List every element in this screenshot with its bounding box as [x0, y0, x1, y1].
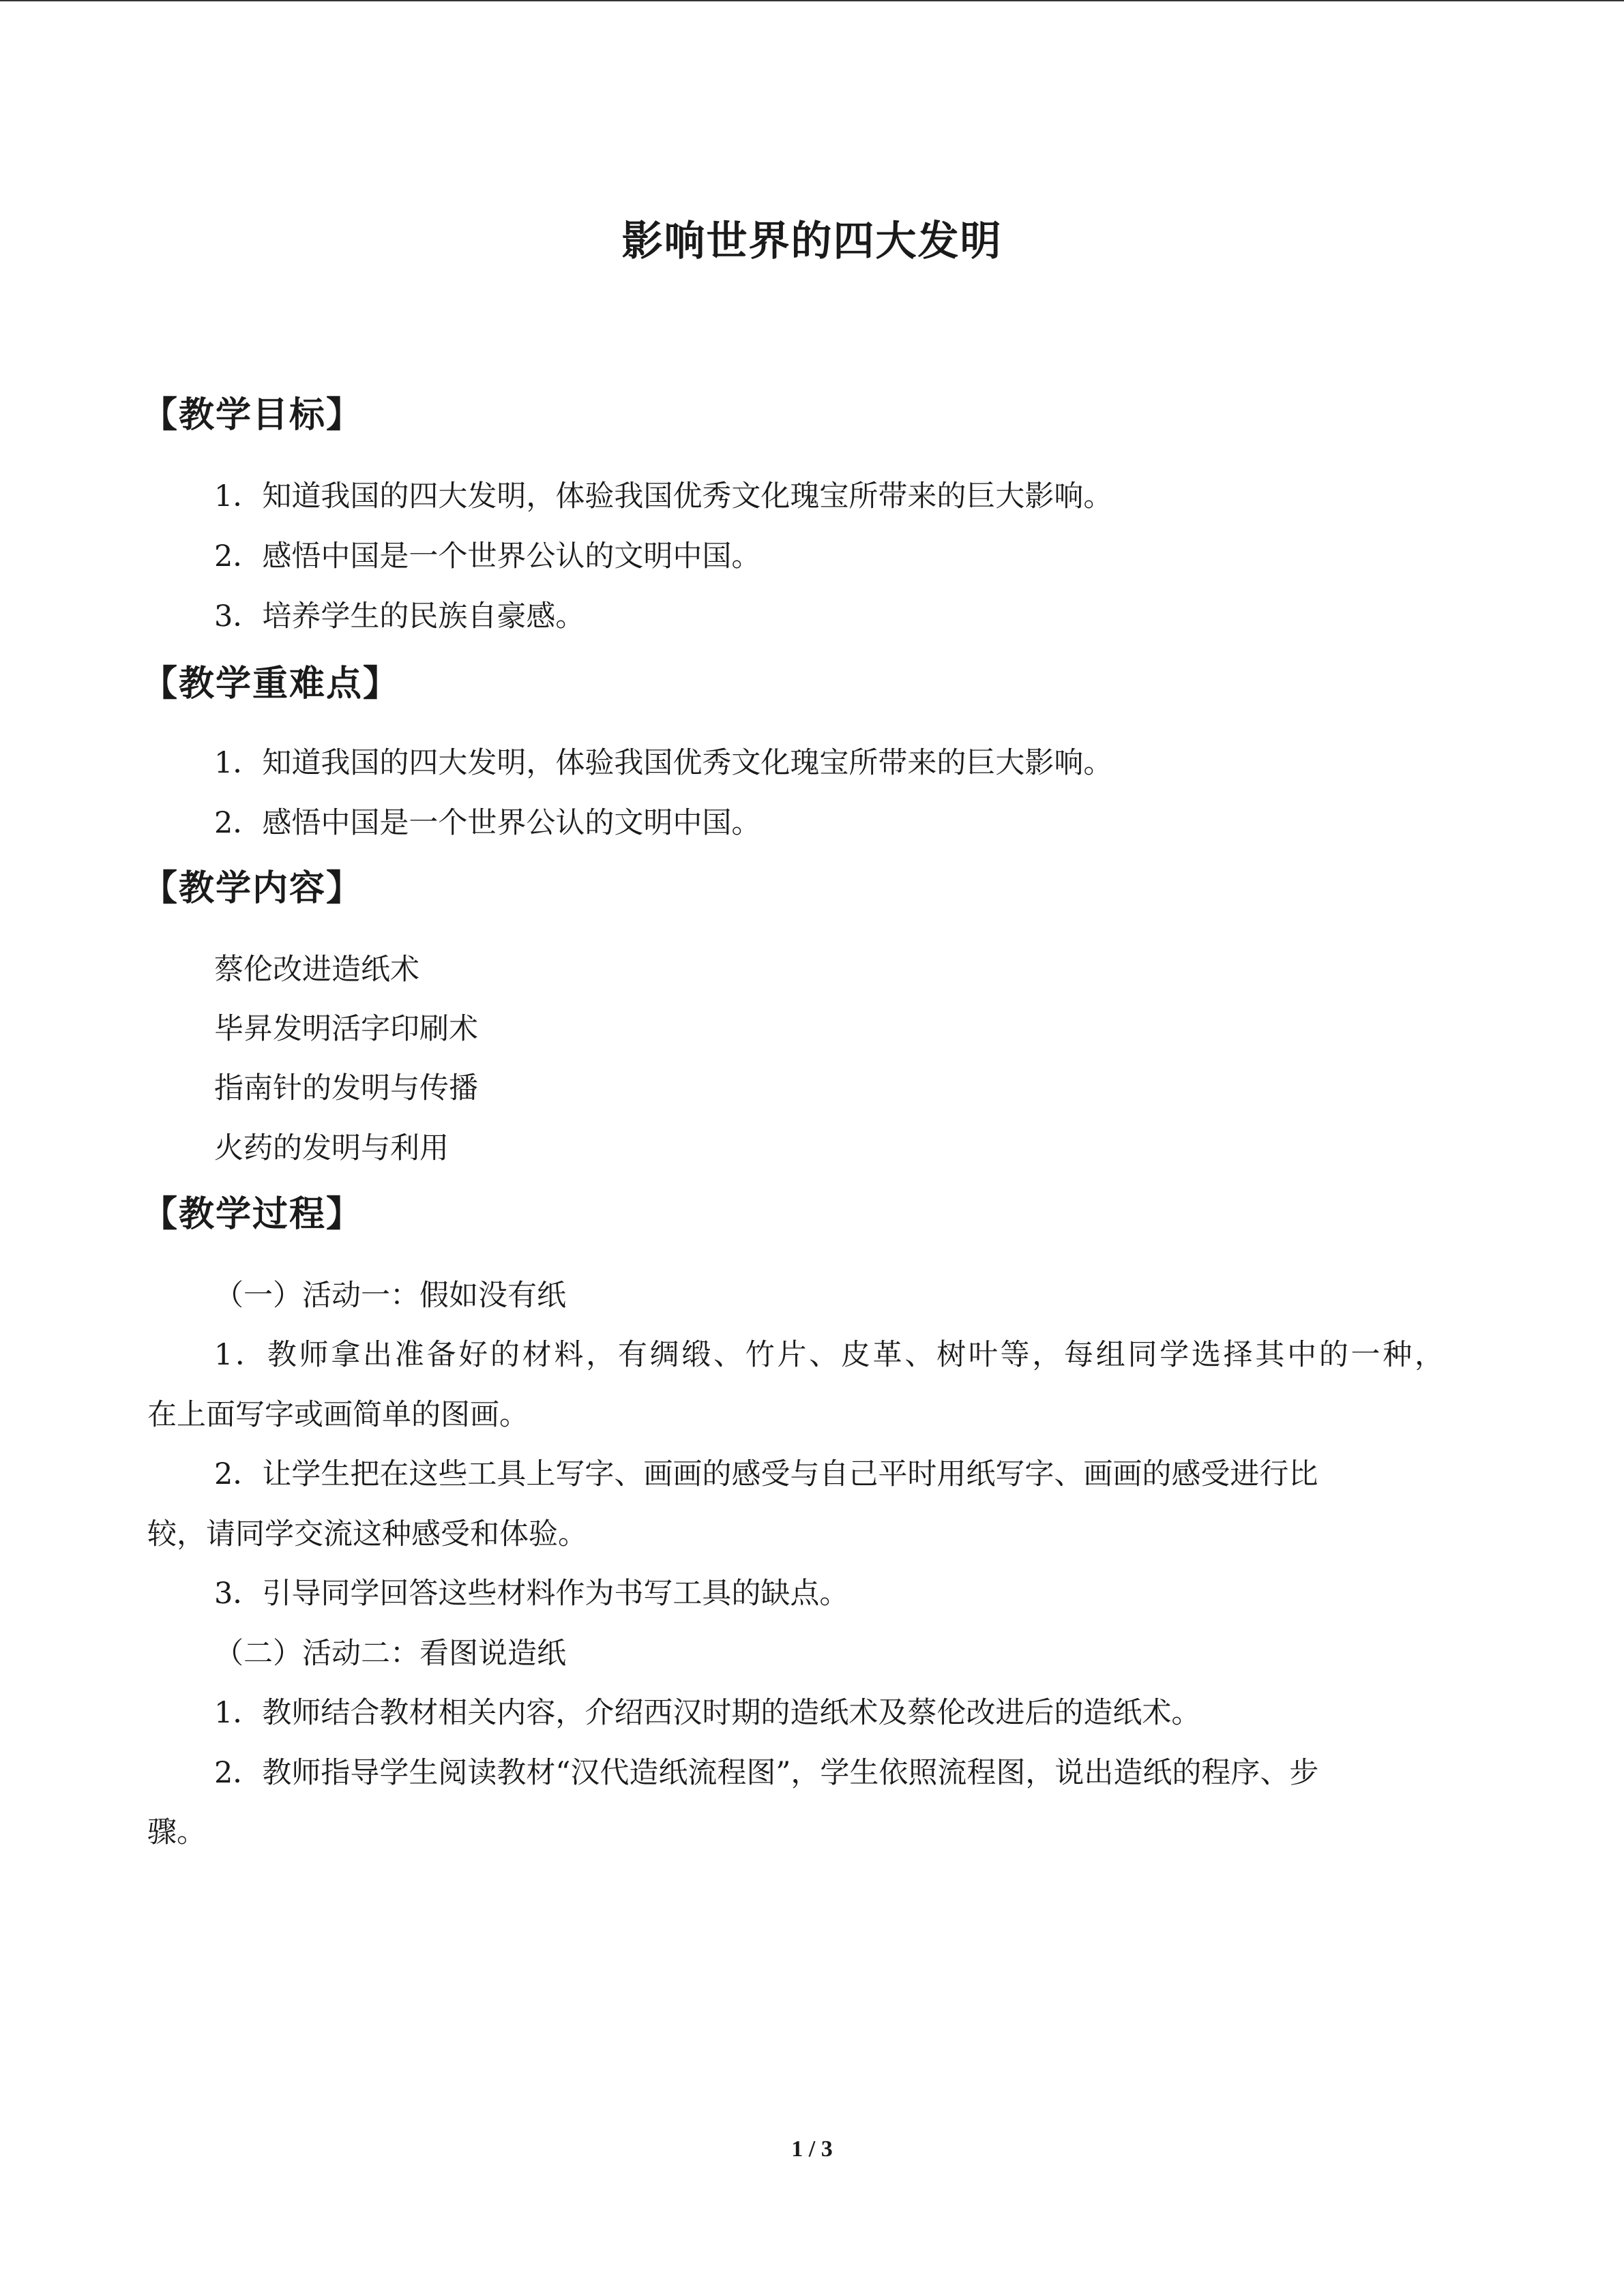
key-point-item-1: 1．知道我国的四大发明，体验我国优秀文化瑰宝所带来的巨大影响。	[214, 746, 1113, 780]
objective-item-1: 1．知道我国的四大发明，体验我国优秀文化瑰宝所带来的巨大影响。	[214, 479, 1113, 513]
section-heading-objectives: 【教学目标】	[142, 395, 364, 436]
activity1-item1-line1: 1．教师拿出准备好的材料，有绸缎、竹片、皮革、树叶等，每组同学选择其中的一种，	[214, 1338, 1444, 1372]
activity1-item3: 3．引导同学回答这些材料作为书写工具的缺点。	[214, 1577, 849, 1611]
activity2-title: （二）活动二：看图说造纸	[214, 1637, 566, 1671]
activity1-item2-line2: 较，请同学交流这种感受和体验。	[147, 1517, 587, 1551]
page-number: 1 / 3	[791, 2136, 833, 2162]
activity1-item2-line1: 2．让学生把在这些工具上写字、画画的感受与自己平时用纸写字、画画的感受进行比	[214, 1457, 1318, 1491]
activity1-item1-line2: 在上面写字或画简单的图画。	[147, 1398, 529, 1432]
section-heading-content: 【教学内容】	[142, 868, 364, 909]
section-heading-process: 【教学过程】	[142, 1194, 364, 1235]
content-item-2: 毕昇发明活字印刷术	[214, 1012, 478, 1046]
objective-item-2: 2．感悟中国是一个世界公认的文明中国。	[214, 539, 761, 573]
content-item-3: 指南针的发明与传播	[214, 1071, 478, 1105]
document-title: 影响世界的四大发明	[621, 218, 1003, 265]
activity2-item2-line1: 2．教师指导学生阅读教材“汉代造纸流程图”，学生依照流程图，说出造纸的程序、步	[214, 1756, 1319, 1790]
content-item-1: 蔡伦改进造纸术	[214, 953, 419, 987]
content-item-4: 火药的发明与利用	[214, 1131, 449, 1165]
key-point-item-2: 2．感悟中国是一个世界公认的文明中国。	[214, 806, 761, 840]
activity2-item2-line2: 骤。	[147, 1815, 206, 1849]
activity1-title: （一）活动一：假如没有纸	[214, 1279, 566, 1313]
objective-item-3: 3．培养学生的民族自豪感。	[214, 599, 585, 633]
section-heading-key-points: 【教学重难点】	[142, 664, 400, 704]
activity2-item1: 1．教师结合教材相关内容，介绍西汉时期的造纸术及蔡伦改进后的造纸术。	[214, 1696, 1201, 1730]
